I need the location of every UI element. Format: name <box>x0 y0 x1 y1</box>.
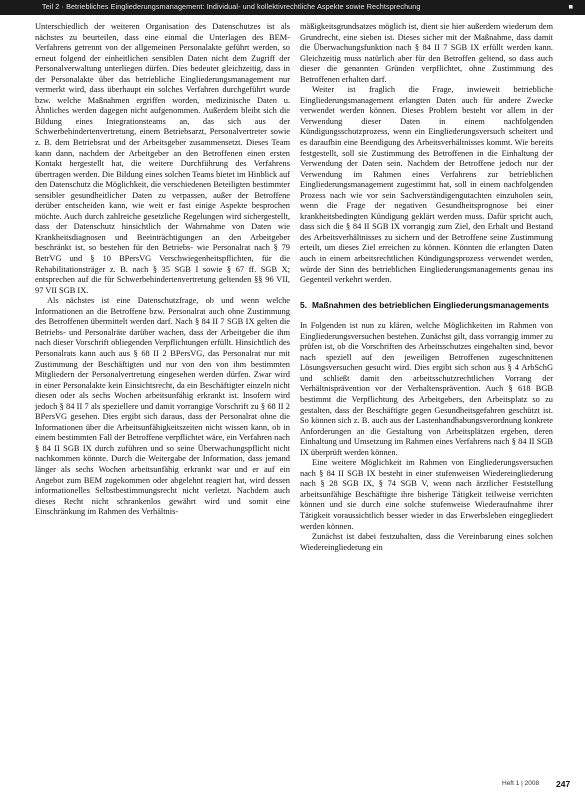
header-square-mark: ■ <box>568 2 573 11</box>
issue-label: Heft 1 | 2008 <box>502 780 540 787</box>
body-paragraph: Als nächstes ist eine Datenschutzfrage, ob und wenn welche Informationen an die Betroffene bzw. Personalrat auch ohne Zustimmung des Betroffenen übermittelt werden darf. Nach § 84 II 7 SGB IX gelten die Betriebs- und Personalräte darüber wachen, dass der Arbeitgeber die ihm nach dieser Vorschrift obliegenden Verpflichtungen erfüllt. Hinsichtlich des Personalrats kann auch aus § 68 II 2 BPersVG, das Personalrat nur mit Zustimmung der Beschäftigten und nur von den von ihm bestimmten Mitgliedern der Personalvertretung eingesehen werden dürfen. Zwar wird in einer Personalakte kein Einsichtsrecht, da ein Beschäftigter einzeln nicht diesen oder als sechs Wochen arbeitsunfähig erkrankt ist. Insofern wird jedoch § 84 II 7 als speziellere und damit vorrangige Vorschrift zu § 68 II 2 BPersVG gesehen. Dies ergibt sich daraus, dass der Personalrat ohne die Informationen über die Arbeitsunfähigkeitszeiten nicht wissen kann, ob in einem bestimmten Fall der Betroffene verpflichtet wäre, ein Verfahren nach § 84 II SGB IX durch zuführen und so seine Überwachungspflicht nicht nachkommen könnte. Durch die Weitergabe der Information, dass jemand länger als sechs Wochen arbeitsunfähig erkrankt war und er auf ein Angebot zum BEM zugekommen oder abgelehnt reagiert hat, wird dessen informationelles Selbstbestimmungsrecht nicht verletzt. Nachdem auch dieses Recht nicht schrankenlos gewährt wird und somit eine Einschränkung im Rahmen des Verhältnis- <box>35 296 290 517</box>
page-number: 247 <box>556 779 571 789</box>
running-header-title: Teil 2 · Betriebliches Eingliederungsmanagement: Individual- und kollektivrechtliche Aspekte sowie Rechtsprechung <box>42 2 421 11</box>
body-paragraph: Zunächst ist dabei festzuhalten, dass die Vereinbarung eines solchen Wiedereingliederung ein <box>300 532 553 552</box>
body-paragraph: Unterschiedlich der weiteren Organisation des Datenschutzes ist als nächstes zu beurteilen, dass eine einmal die Unterlagen des BEM-Verfahrens getrennt von der allgemeinen Personalakte geführt werden, so erneut folgend der einheitlichen sensiblen Daten nicht dem Zugriff der Personalverwaltung unterliegen dürfen. Dies bedeutet gleichzeitig, dass in der Personalakte über das betriebliche Eingliederungsmanagement nur vermerkt wird, dass überhaupt ein solches Verfahren durchgeführt wurde bzw. welche Maßnahmen ergriffen worden, medizinische Daten u. Ähnliches werden dagegen nicht aufgenommen. Außerdem bleibt sich die Bildung eines Integrationsteams an, das sich aus der Schwerbehindertenvertretung, einem Betriebsarzt, Personalvertreter sowie z. B. dem Betriebsrat und der Arbeitsgeber zusammensetzt. Dieses Team kann dann, nachdem der Arbeitgeber an den Betroffenen einen ersten Kontakt hergestellt hat, die weitere Durchführung des Verfahrens übertragen werden. Die Bildung eines solchen Teams bietet im Hinblick auf den Datenschutz die Möglichkeit, die verschiedenen Beteiligten bestimmter sensibler gesundheitlicher Daten zu verpassen, außer der Betroffene derüber entscheiden kann, wie weit er fast einige Aspekte besprochen möchte. Auch durch zahlreiche gesetzliche Regelungen wird sichergestellt, dass der Datenschutz hinsichtlich der Wahrnahme von Daten wie Krankheitsdiagnosen und Beeinträchtigungen an den Arbeitgeber beschränkt ist, so bestehen für den Betriebs- wie Personalrat nach § 79 BetrVG und § 10 BPersVG Verschwiegenheitspflichten, für die Rehabilitationsträger z. B. nach § 35 SGB I sowie § 67 ff. SGB X; entsprechen auf die für Schwerbehindertenvertretung geltenden §§ 96 VII, 97 VII SGB IX. <box>35 22 290 295</box>
section-number: 5. <box>300 299 307 310</box>
body-paragraph: mäßigkeitsgrundsatzes möglich ist, dient sie hier außerdem wiederum dem Grundrecht, eine sieben ist. Dieses sicher mit der Maßnahme, dass damit die Überwachungsfunktion nach § 84 II 7 SGB IX erfüllt werden kann. Gleichzeitig muss natürlich aber für den Betroffen geltend, so dass auch dieser die genannten Gründen verpflichtet, ohne Zustimmung des Betroffenen erhalten darf. <box>300 22 553 84</box>
right-column <box>300 22 553 553</box>
section-heading <box>300 300 553 311</box>
body-paragraph: In Folgenden ist nun zu klären, welche Möglichkeiten im Rahmen von Eingliederungsversuchen bestehen. Zunächst gilt, dass vorrangig immer zu prüfen ist, ob die Vorschriften des Arbeitsschutzes eingehalten sind, bevor nach speziell auf den jeweiligen Betroffenen zugeschnittenen Lösungsversuchen gesucht wird. Dies ergibt sich schon aus § 4 ArbSchG und schließt damit den arbeitsschutzrechtlichen Vorrang der Verhältnisprävention vor der Verhaltensprävention. Auch § 618 BGB bestimmt die Verpflichtung des Arbeitgebers, den Arbeitsplatz so zu gestalten, dass der Beschäftigte gegen Gesundheitsgefahren geschützt ist. So können sich z. B. auch aus der Lastenhandhabungsverordnung konkrete Anforderungen an die Gestaltung von Arbeitsplätzen ergeben, deren Einhaltung und Umsetzung im Rahmen eines Verfahrens nach § 84 II SGB IX überprüft werden können. <box>300 321 553 457</box>
section-title: Maßnahmen des betrieblichen Eingliederungsmanagements <box>312 299 549 310</box>
running-header <box>0 0 585 15</box>
body-paragraph: Eine weitere Möglichkeit im Rahmen von Eingliederungsversuchen nach § 84 II SGB IX besteht in einer stufenweisen Wiedereingliederung nach § 28 SGB IX, § 74 SGB V, wenn nach ärztlicher Feststellung arbeitsunfähige Beschäftigte ihre bisherige Tätigkeit teilweise verrichten können und sie durch eine solche stufenweise Wiederaufnahme ihrer Tätigkeit voraussichtlich besser wieder in das Erwerbsleben eingegliedert werden können. <box>300 458 553 531</box>
body-paragraph: Weiter ist fraglich die Frage, inwieweit betriebliche Eingliederungsmanagement erlangten Daten auch für andere Zwecke verwendet werden können. Dieses Problem besteht vor allem in der Verwendung dieser Daten in einem nachfolgenden Kündigungsschutzprozess, wenn ein Eingliederungsversuch scheitert und es daraufhin eine Beendigung des Arbeitsverhältnisses kommt. Wie bereits festgestellt, soll sie Zustimmung des Betroffenen in die Einhaltung der Verwendung der Daten sein. Nachdem der Betroffene jedoch nur der Verwendung im Rahmen eines Verfahrens zur betrieblichen Eingliederungsmanagement zugestimmt hat, soll in einem nachfolgenden Prozess nach wie vor sein Sachverständigengutachten einzuholen sein, wenn die Frage der negativen Gesundheitsprognose bei einer krankheitsbedingten Kündigung geklärt werden muss. Dafür spricht auch, dass sich die § 84 II SGB IX vorrangig zum Ziel, den Erhalt und Bestand des Arbeitsverhältnisses zu sichern und der Betroffene seine Zustimmung erteilt, um dieses Ziel erreichen zu können. Könnten die erlangten Daten auch in einem arbeitsrechtlichen Kündigungsprozess verwendet werden, würde der Sinn des betrieblichen Eingliederungsmanagements genau ins Gegenteil verkehrt werden. <box>300 85 553 285</box>
left-column <box>35 22 290 518</box>
